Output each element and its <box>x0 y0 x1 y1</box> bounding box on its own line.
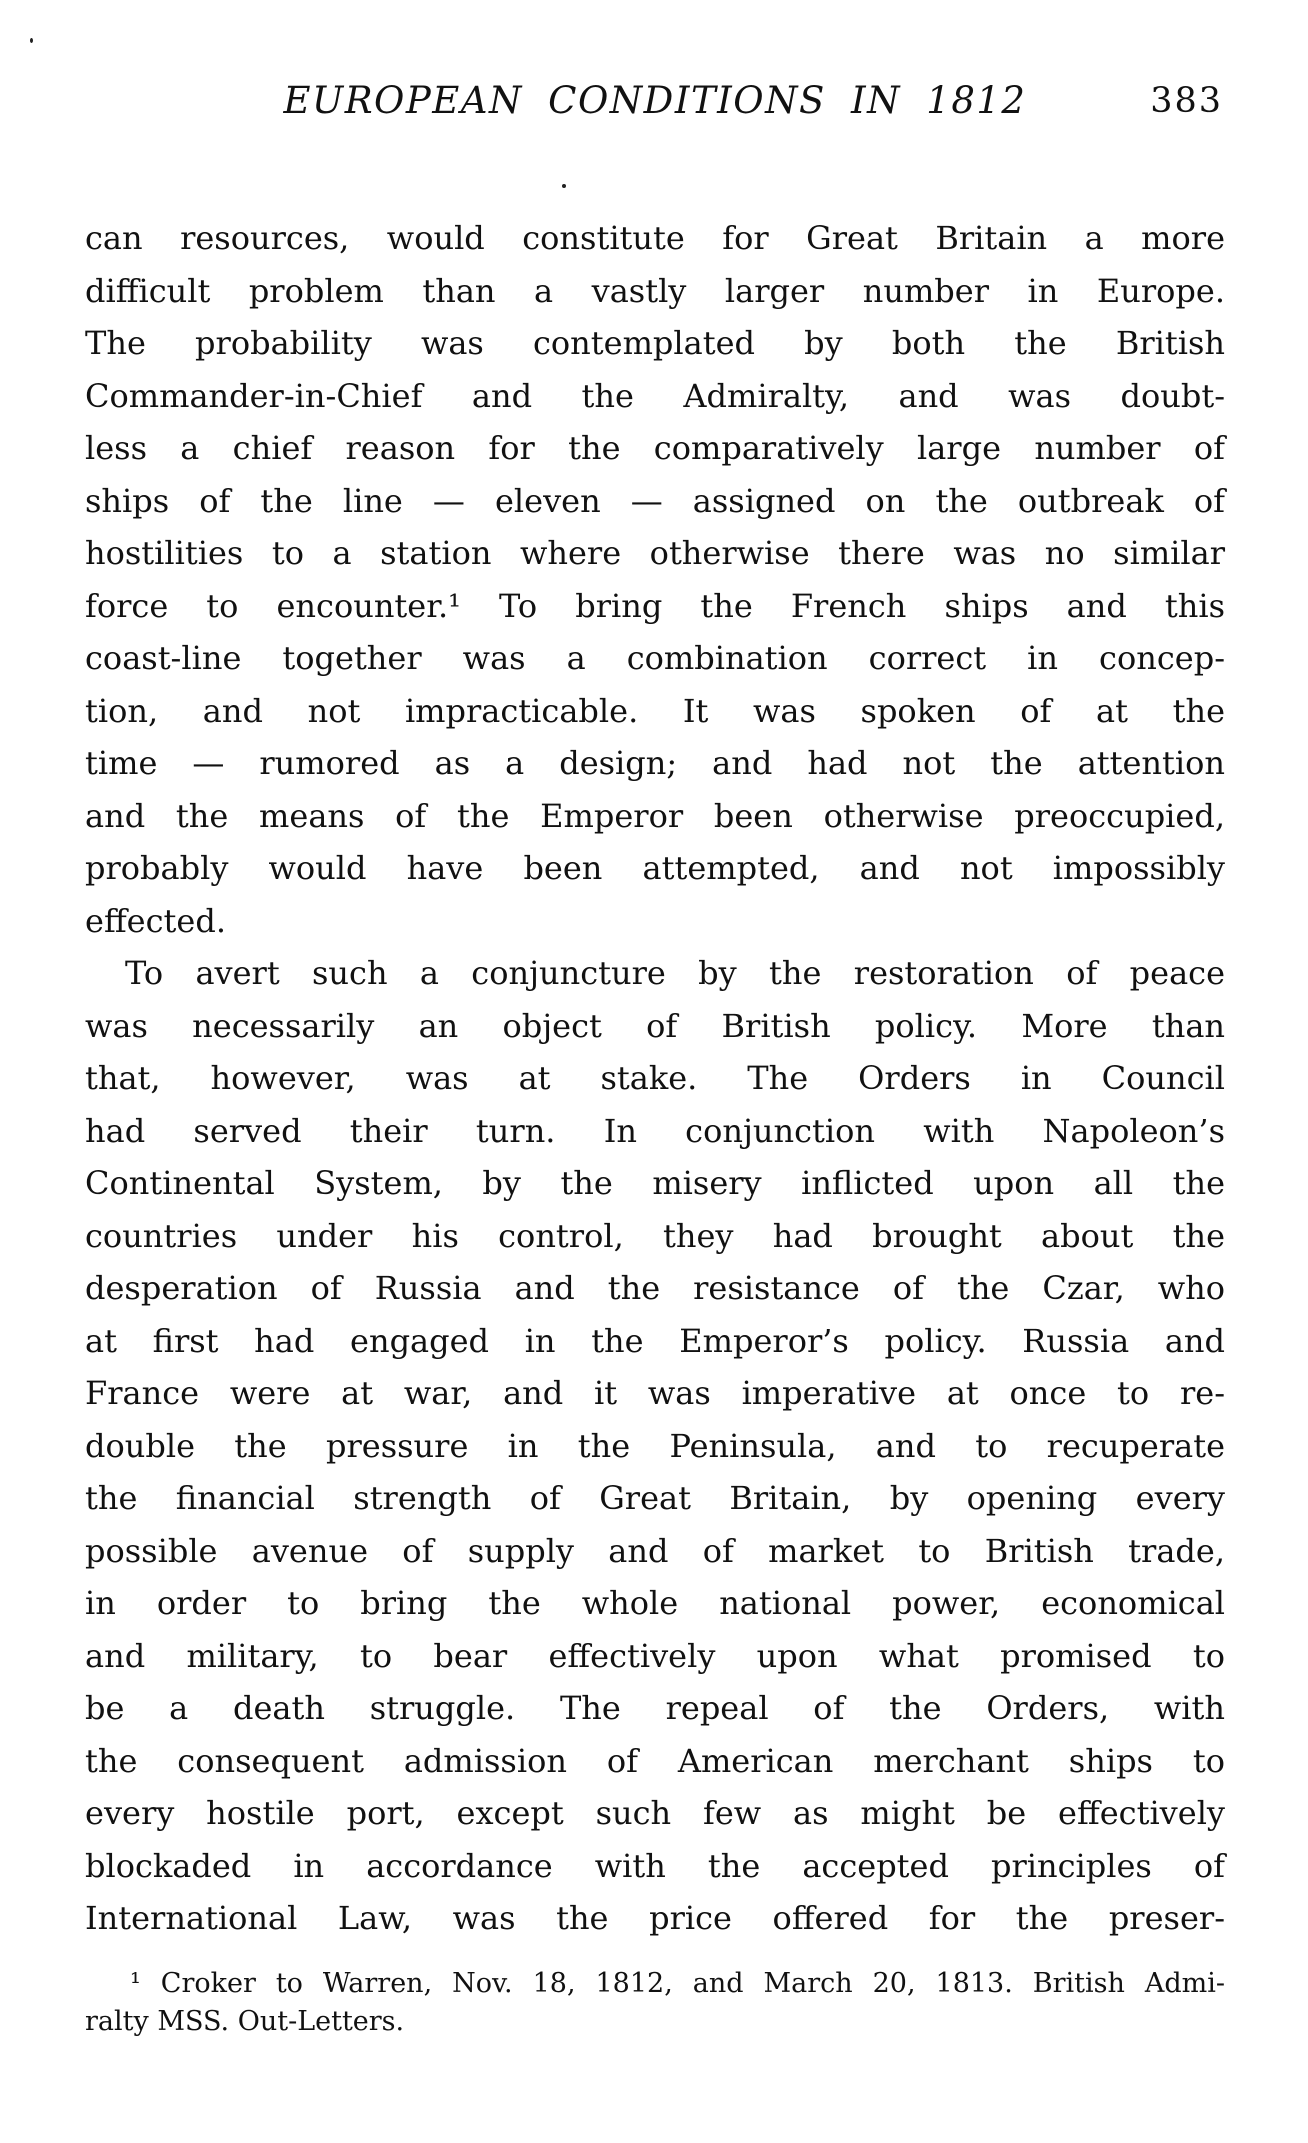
scan-speck <box>562 184 566 188</box>
text-line: ralty MSS. Out-Letters. <box>85 2006 405 2037</box>
text-line: International Law, was the price offered for the preser- <box>85 1899 1225 1937</box>
text-line: force to encounter.¹ To bring the French ships and this <box>85 586 1225 625</box>
text-line: France were at war, and it was imperative at once to re- <box>85 1374 1225 1412</box>
text-line: and the means of the Emperor been otherwise preoccupied, <box>85 796 1225 835</box>
text-line: that, however, was at stake. The Orders in Council <box>85 1059 1225 1097</box>
text-line: the consequent admission of American merchant ships to <box>85 1741 1225 1780</box>
text-line: blockaded in accordance with the accepted principles of <box>85 1846 1225 1885</box>
text-line: probably would have been attempted, and not impossibly <box>85 849 1225 887</box>
text-line: ships of the line — eleven — assigned on the outbreak of <box>85 481 1225 520</box>
text-line: coast-line together was a combination correct in concep- <box>85 639 1225 677</box>
text-line: in order to bring the whole national power, economical <box>85 1584 1225 1622</box>
text-line: Commander-in-Chief and the Admiralty, and was doubt- <box>85 376 1225 415</box>
page-number: 383 <box>1150 81 1223 121</box>
running-header <box>85 78 1225 128</box>
text-line: difficult problem than a vastly larger number in Europe. <box>85 271 1225 310</box>
text-line: double the pressure in the Peninsula, and to recuperate <box>85 1426 1225 1465</box>
text-line: ¹ Croker to Warren, Nov. 18, 1812, and March 20, 1813. British Admi- <box>130 1968 1225 1999</box>
text-line: the financial strength of Great Britain, by opening every <box>85 1479 1225 1517</box>
footnote <box>85 1965 1225 2041</box>
text-line: and military, to bear effectively upon what promised to <box>85 1636 1225 1675</box>
scan-speck <box>30 38 33 43</box>
text-line: To avert such a conjuncture by the restoration of peace <box>125 954 1225 992</box>
text-line: effected. <box>85 901 226 940</box>
text-line: time — rumored as a design; and had not the attention <box>85 744 1225 782</box>
text-line: desperation of Russia and the resistance of the Czar, who <box>85 1269 1225 1307</box>
body-text <box>85 212 1225 1945</box>
text-line: was necessarily an object of British policy. More than <box>85 1006 1225 1045</box>
text-line: possible avenue of supply and of market to British trade, <box>85 1531 1225 1570</box>
text-line: at first had engaged in the Emperor’s policy. Russia and <box>85 1321 1225 1360</box>
text-line: tion, and not impracticable. It was spoken of at the <box>85 691 1225 730</box>
text-line: The probability was contemplated by both the British <box>85 324 1225 362</box>
text-line: can resources, would constitute for Great Britain a more <box>85 219 1225 257</box>
text-line: every hostile port, except such few as might be effectively <box>85 1794 1225 1832</box>
text-line: hostilities to a station where otherwise there was no similar <box>85 534 1225 572</box>
text-line: countries under his control, they had brought about the <box>85 1216 1225 1255</box>
text-line: be a death struggle. The repeal of the Orders, with <box>85 1689 1225 1727</box>
running-title: EUROPEAN CONDITIONS IN 1812 <box>283 79 1027 122</box>
text-line: less a chief reason for the comparatively large number of <box>85 429 1225 467</box>
text-line: Continental System, by the misery inflicted upon all the <box>85 1164 1225 1202</box>
text-line: had served their turn. In conjunction with Napoleon’s <box>85 1111 1225 1150</box>
